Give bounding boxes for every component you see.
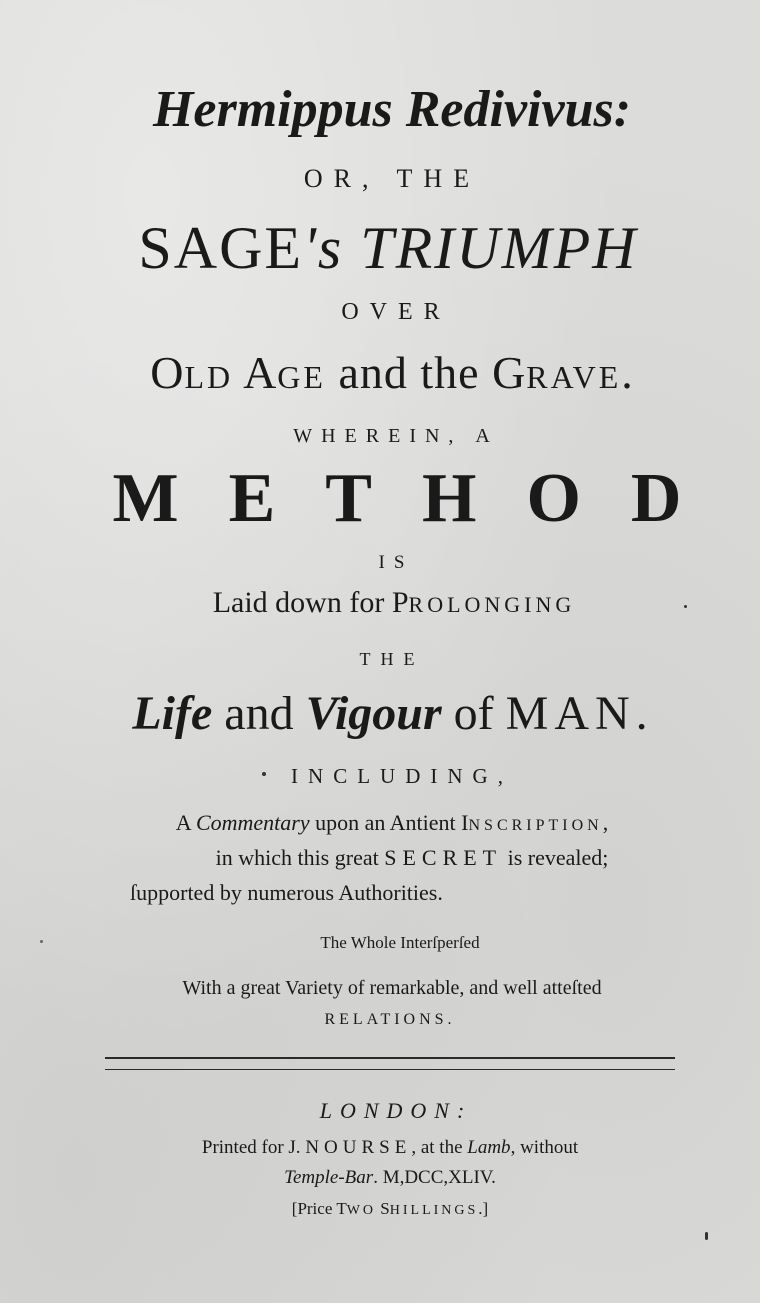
ink-speck [684,605,687,608]
old-rest: LD [184,359,234,395]
relations-period: . [447,1011,456,1028]
secret-word: SECRET [384,845,503,870]
commentary-line [0,812,760,834]
imprint-city [0,1100,760,1122]
sage-word: SAGE [138,215,304,281]
including-line [0,766,760,787]
london-text: LONDON: [319,1098,473,1123]
comm-comma: , [602,810,609,835]
sage-possessive: 's [303,215,361,281]
ink-speck [40,940,43,943]
comm-c: upon an Antient I [309,810,469,835]
including-text: INCLUDING, [291,764,513,788]
wherein-line [0,426,760,446]
laid-down-text: Laid down for P [212,586,409,619]
or-the-text: OR, THE [303,164,481,193]
variety-text: With a great Variety of remarkable, and well atteſted [182,977,602,999]
supported-line [130,882,443,904]
sages-triumph-line [0,215,760,281]
ink-speck [705,1232,708,1240]
lamb-word: Lamb [467,1137,511,1158]
old-age-period: . [621,347,634,398]
price-shillings-rest: HILLINGS [389,1203,479,1218]
at-the: , at the [411,1137,468,1158]
whole-interspersed-line [0,934,760,951]
printer-name: NOURSE [305,1137,412,1158]
price-a: [Price T [291,1199,347,1218]
old-initial: O [150,347,185,398]
vigour-word: Vigour [305,687,442,740]
the-line [0,650,760,668]
or-the-line [0,166,760,192]
printed-for: Printed for J. [201,1137,306,1158]
life-period: . [635,687,648,740]
without-word: , without [510,1137,579,1158]
relations-initial: R [324,1011,340,1028]
divider-rule-thin [105,1069,675,1070]
secret-line [0,847,760,869]
variety-line [0,978,760,998]
old-age-line [0,347,760,398]
prolonging-rest: ROLONGING [408,592,576,617]
method-line [0,460,760,537]
over-line [0,300,760,324]
price-s-initial: S [376,1199,390,1218]
and-the-grave-initial: and the G [325,347,527,398]
imprint-year: . M,DCC,XLIV. [373,1167,496,1188]
inscription-rest: NSCRIPTION [468,817,603,834]
is-line [0,553,760,572]
age-initial: A [233,347,278,398]
life-vigour-line [0,687,760,740]
price-close: .] [478,1199,489,1218]
divider-rule-thick [105,1057,675,1059]
main-title-text: Hermippus Redivivus: [152,81,632,138]
imprint-printer-line [0,1138,760,1157]
age-rest: GE [277,359,326,395]
wherein-text: WHEREIN, A [293,425,499,447]
of-word: of [441,687,506,740]
method-text: METHOD [112,460,732,537]
supported-text: ſupported by numerous Authorities. [130,880,443,905]
prolonging-line [0,588,760,618]
which-a: in which this great [215,845,385,870]
main-title [0,81,760,138]
whole-text: The Whole Interſperſed [320,933,480,952]
imprint-date-line [0,1168,760,1187]
life-word: Life [132,687,213,740]
price-line [0,1200,760,1218]
relations-line [0,1012,760,1028]
grave-rest: RAVE [526,359,622,395]
man-word: MAN [505,687,636,740]
is-text: IS [378,552,414,573]
which-c: is revealed; [502,845,609,870]
the-text: THE [359,649,425,669]
relations-rest: ELATIONS [339,1011,448,1028]
over-text: OVER [341,299,451,325]
commentary-word: Commentary [195,810,310,835]
temple-bar: Temple-Bar [284,1167,374,1188]
comm-a: A [175,810,196,835]
ink-speck [262,772,266,776]
triumph-word: TRIUMPH [360,215,638,281]
and-word: and [212,687,306,740]
price-two-rest: WO [346,1203,377,1218]
